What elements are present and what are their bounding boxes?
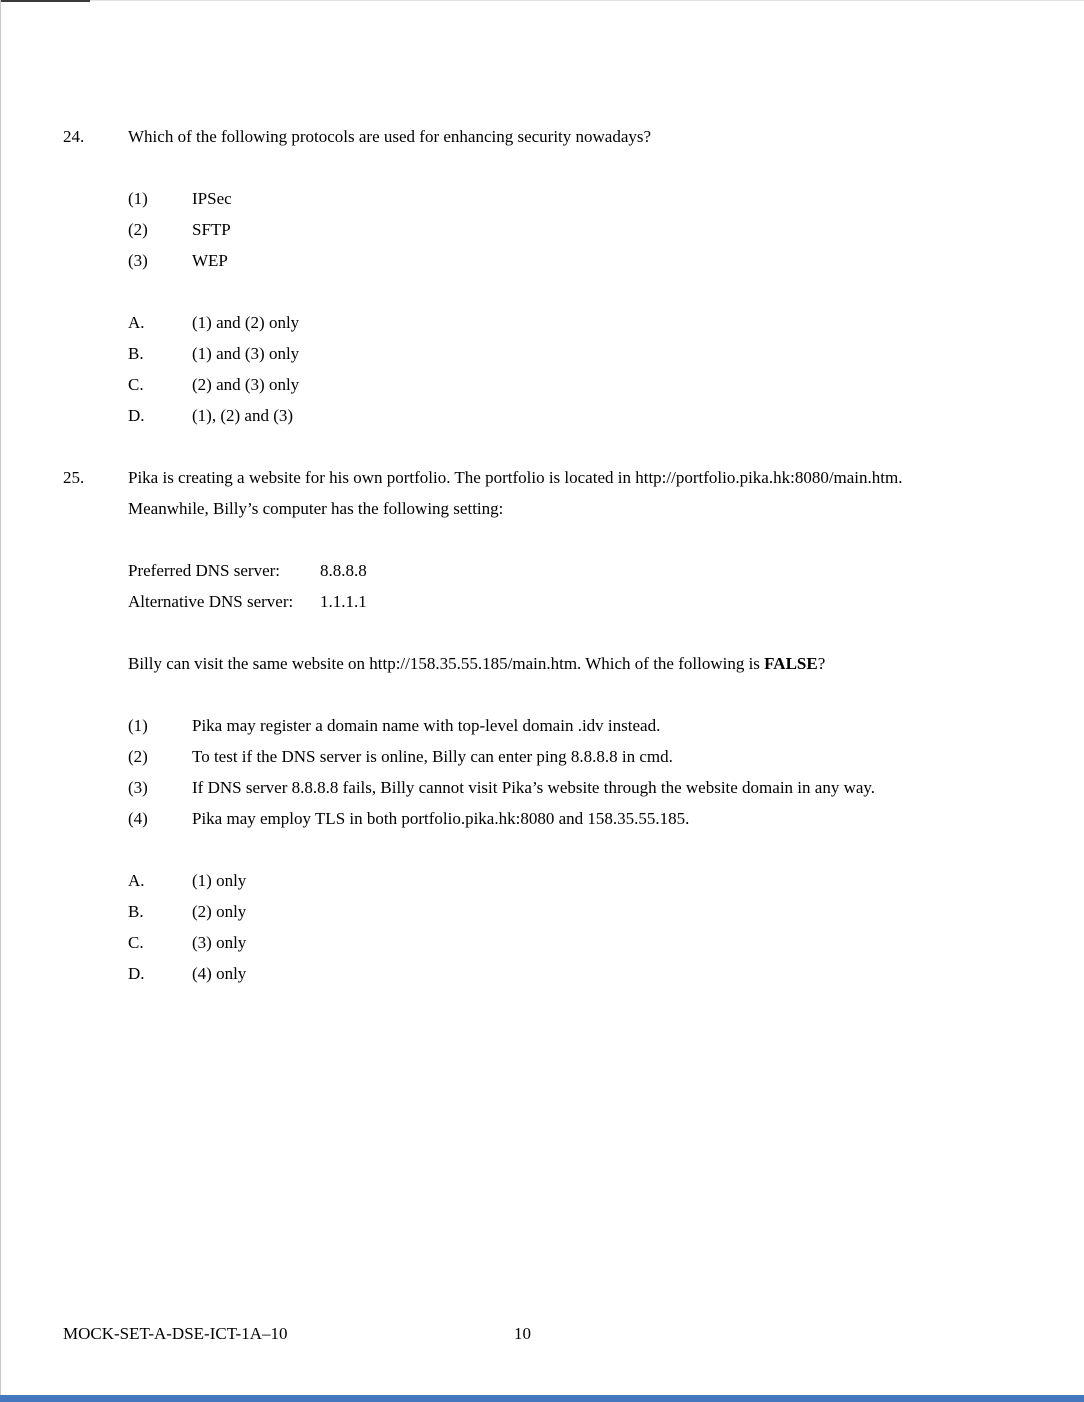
option-label: D. [128, 406, 145, 425]
statement-item [128, 710, 1021, 741]
exam-page-content [0, 121, 1084, 989]
question-stem-line: Pika is creating a website for his own portfolio. The portfolio is located in http://portfolio.pika.hk:8080/main.htm. [128, 468, 903, 487]
dns-row [128, 555, 1021, 586]
answer-options [128, 865, 1021, 989]
option-label: C. [128, 933, 144, 952]
page-number: 10 [514, 1324, 531, 1343]
choice-items [128, 183, 1021, 276]
answer-options [128, 307, 1021, 431]
page-edge-top-dark [0, 0, 90, 2]
page-edge-top [0, 0, 1084, 1]
option-text: (3) only [192, 933, 247, 952]
choice-item [128, 183, 1021, 214]
choice-text: WEP [192, 251, 228, 270]
false-line-post: ? [817, 654, 826, 673]
statement-items [128, 710, 1021, 834]
statement-item [128, 741, 1021, 772]
choice-label: (3) [128, 251, 148, 270]
footer-code: MOCK-SET-A-DSE-ICT-1A–10 [63, 1324, 288, 1343]
question-number: 24. [63, 127, 85, 146]
option-label: C. [128, 375, 144, 394]
option-item [128, 369, 1021, 400]
statement-text: Pika may register a domain name with top-level domain .idv instead. [192, 716, 661, 735]
option-item [128, 338, 1021, 369]
choice-text: IPSec [192, 189, 232, 208]
option-text: (1) and (2) only [192, 313, 300, 332]
choice-label: (1) [128, 189, 148, 208]
option-text: (4) only [192, 964, 247, 983]
dns-label: Preferred DNS server: [128, 561, 280, 580]
option-item [128, 958, 1021, 989]
false-question-line [128, 648, 1021, 679]
dns-label: Alternative DNS server: [128, 592, 294, 611]
option-text: (1), (2) and (3) [192, 406, 294, 425]
option-label: A. [128, 313, 145, 332]
option-item [128, 865, 1021, 896]
statement-label: (3) [128, 778, 148, 797]
question-stem-line: Which of the following protocols are used for enhancing security nowadays? [128, 127, 652, 146]
option-label: B. [128, 902, 144, 921]
question-body [128, 121, 1021, 431]
option-label: B. [128, 344, 144, 363]
option-item [128, 927, 1021, 958]
option-label: A. [128, 871, 145, 890]
footer [0, 1318, 1084, 1349]
option-item [128, 307, 1021, 338]
dns-value: 8.8.8.8 [320, 561, 367, 580]
option-text: (1) and (3) only [192, 344, 300, 363]
option-label: D. [128, 964, 145, 983]
choice-label: (2) [128, 220, 148, 239]
choice-text: SFTP [192, 220, 231, 239]
option-item [128, 896, 1021, 927]
dns-row [128, 586, 1021, 617]
false-line-bold: FALSE [764, 654, 818, 673]
bottom-bar [0, 1395, 1084, 1402]
choice-item [128, 214, 1021, 245]
statement-item [128, 772, 1021, 803]
false-line-pre: Billy can visit the same website on http://158.35.55.185/main.htm. Which of the following is [128, 654, 765, 673]
option-item [128, 400, 1021, 431]
statement-label: (1) [128, 716, 148, 735]
statement-text: If DNS server 8.8.8.8 fails, Billy cannot visit Pika’s website through the website domain in any way. [192, 778, 876, 797]
dns-settings [128, 555, 1021, 617]
statement-item [128, 803, 1021, 834]
option-text: (2) only [192, 902, 247, 921]
statement-label: (2) [128, 747, 148, 766]
question-24 [0, 121, 1084, 431]
option-text: (2) and (3) only [192, 375, 300, 394]
dns-value: 1.1.1.1 [320, 592, 367, 611]
statement-label: (4) [128, 809, 148, 828]
choice-item [128, 245, 1021, 276]
question-stem-line: Meanwhile, Billy’s computer has the following setting: [128, 499, 504, 518]
statement-text: To test if the DNS server is online, Billy can enter ping 8.8.8.8 in cmd. [192, 747, 673, 766]
option-text: (1) only [192, 871, 247, 890]
question-number: 25. [63, 468, 85, 487]
question-body [128, 462, 1021, 989]
statement-text: Pika may employ TLS in both portfolio.pika.hk:8080 and 158.35.55.185. [192, 809, 690, 828]
question-25 [0, 462, 1084, 989]
